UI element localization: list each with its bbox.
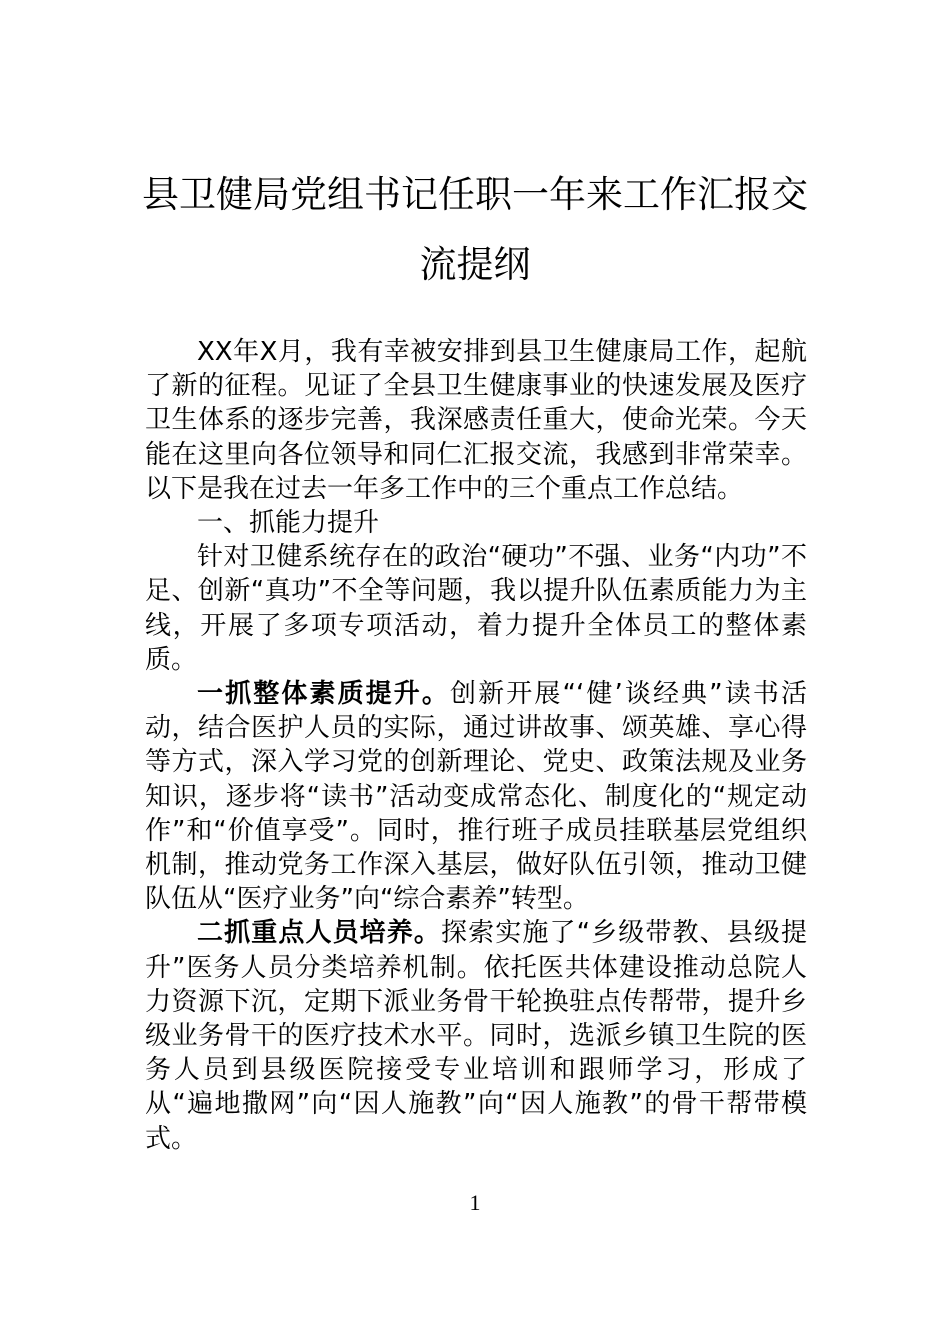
paragraph-key-personnel <box>145 916 807 1155</box>
paragraph-text: 探索实施了“乡级带教、县级提升”医务人员分类培养机制。依托医共体建设推动总院人力资源下沉，定期下派业务骨干轮换驻点传帮带，提升乡级业务骨干的医疗技术水平。同时，选派乡镇卫生院的医务人员到县级医院接受专业培训和跟师学习，形成了从“遍地撒网”向“因人施教”向“因人施教”的骨干帮带模式。 <box>145 918 807 1154</box>
paragraph-overall-quality <box>145 677 807 916</box>
section-heading: 一、抓能力提升 <box>197 508 380 539</box>
paragraph-text: 创新开展“‘健’谈经典”读书活动，结合医护人员的实际，通过讲故事、颂英雄、享心得等方式，深入学习党的创新理论、党史、政策法规及业务知识，逐步将“读书”活动变成常态化、制度化的“规定动作”和“价值享受”。同时，推行班子成员挂联基层党组织机制，推动党务工作深入基层，做好队伍引领，推动卫健队伍从“医疗业务”向“综合素养”转型。 <box>145 679 807 915</box>
title-line-2: 流提纲 <box>419 243 531 286</box>
document-body <box>145 335 807 1156</box>
section-intro-paragraph: 针对卫健系统存在的政治“硬功”不强、业务“内功”不足、创新“真功”不全等问题，我以提升队伍素质能力为主线，开展了多项专项活动，着力提升全体员工的整体素质。 <box>145 542 807 675</box>
document-title <box>0 160 950 300</box>
intro-paragraph: XX年X月，我有幸被安排到县卫生健康局工作，起航了新的征程。见证了全县卫生健康事业的快速发展及医疗卫生体系的逐步完善，我深感责任重大，使命光荣。今天能在这里向各位领导和同仁汇报交流，我感到非常荣幸。以下是我在过去一年多工作中的三个重点工作总结。 <box>145 337 807 504</box>
paragraph-lead: 二抓重点人员培养。 <box>197 918 442 949</box>
title-line-1: 县卫健局党组书记任职一年来工作汇报交 <box>142 173 808 216</box>
page-number: 1 <box>469 1190 481 1215</box>
paragraph-lead: 一抓整体素质提升。 <box>197 679 451 710</box>
